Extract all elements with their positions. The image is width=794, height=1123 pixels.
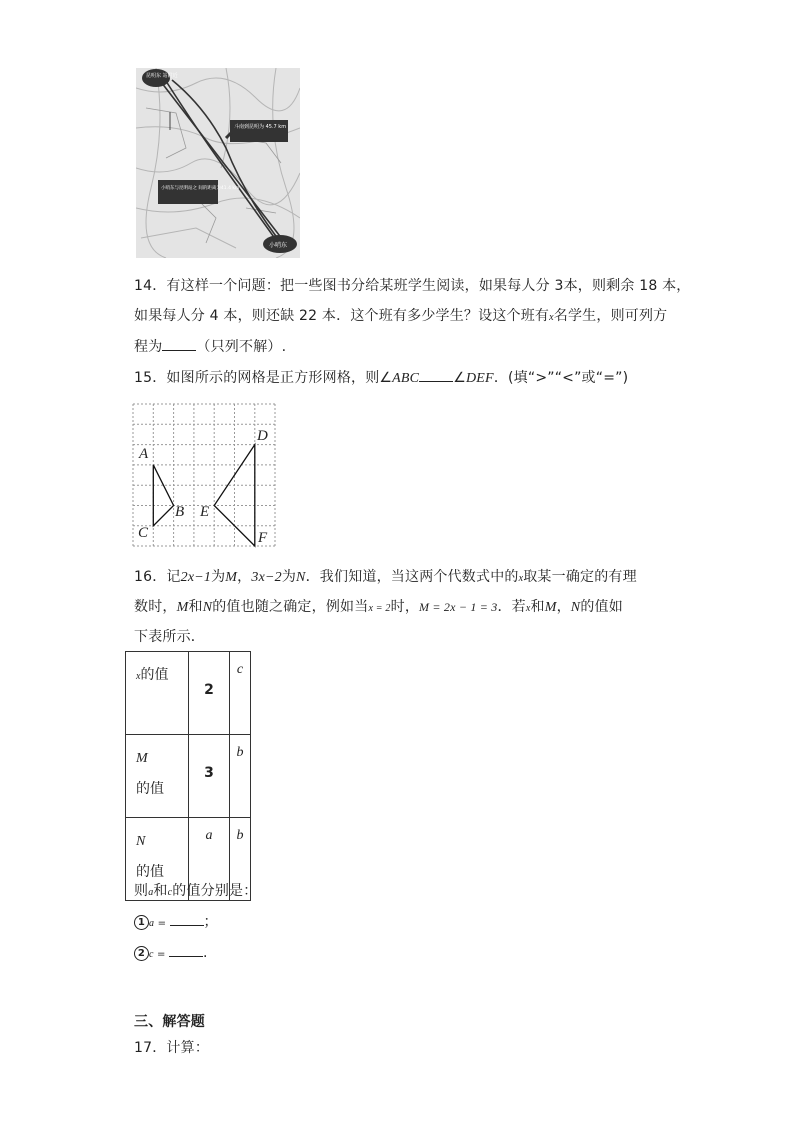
table-cell: b xyxy=(230,735,251,818)
table-cell: 2 xyxy=(189,652,230,735)
table-row xyxy=(126,735,251,818)
map-label-top: 昆明东 站附近 xyxy=(146,73,178,79)
point-label-e: E xyxy=(200,504,210,520)
answer-blank[interactable] xyxy=(419,369,453,382)
table-cell: a xyxy=(189,818,230,901)
table-row xyxy=(126,652,251,735)
table-cell: N 的值 xyxy=(126,818,189,901)
var-x: x xyxy=(549,312,554,323)
q14-line-3: 程为 （只列不解）. xyxy=(134,339,287,355)
q16-answer-1: 1 a = ； xyxy=(134,912,218,934)
circled-number-2: 2 xyxy=(134,946,149,961)
map-image xyxy=(136,68,300,258)
point-label-d: D xyxy=(257,428,268,444)
point-label-a: A xyxy=(139,446,149,462)
q16-answer-2: 2 c = . xyxy=(134,943,208,965)
point-label-c: C xyxy=(138,525,149,541)
q16-line-1: 16．记2x−1为M，3x−2为N．我们知道，当这两个代数式中的x取某一确定的有理 xyxy=(134,569,637,585)
q15-line: 15．如图所示的网格是正方形网格，则∠ABC ∠DEF．(填“>”“<”或“=”) xyxy=(134,370,629,386)
point-label-b: B xyxy=(175,504,185,520)
table-cell: x的值 xyxy=(126,652,189,735)
point-label-f: F xyxy=(258,530,268,546)
table-cell: 3 xyxy=(189,735,230,818)
q16-line-3: 下表所示． xyxy=(134,629,205,645)
q14-line-2: 如果每人分 4 本，则还缺 22 本．这个班有多少学生？设这个班有x名学生，则可列方 xyxy=(134,308,668,324)
map-label-bottom: 小哨东 xyxy=(269,242,288,249)
q17-line: 17．计算： xyxy=(134,1040,210,1056)
table-cell: b xyxy=(230,818,251,901)
grid-figure xyxy=(133,404,275,546)
answer-blank[interactable] xyxy=(169,944,203,957)
table-cell: M 的值 xyxy=(126,735,189,818)
q16-ask: 则a和c的值分别是： xyxy=(134,883,258,899)
section-heading: 三、解答题 xyxy=(134,1014,205,1030)
q14-line-1: 14．有这样一个问题：把一些图书分给某班学生阅读，如果每人分 3本，则剩余 18 本， xyxy=(134,278,691,294)
answer-blank[interactable] xyxy=(170,913,204,926)
q16-line-2: 数时，M和N的值也随之确定，例如当x = 2时，M = 2x − 1 = 3．若x和M，N的值如 xyxy=(134,599,623,615)
circled-number-1: 1 xyxy=(134,915,149,930)
map-label-mid: 斗南到昆明为 45.7 km xyxy=(234,124,287,130)
map-label-left: 小哨东与昆明站之 间的距离为41.4 km xyxy=(161,186,240,191)
value-table xyxy=(125,651,251,901)
table-cell: c xyxy=(230,652,251,735)
answer-blank[interactable] xyxy=(162,338,196,351)
